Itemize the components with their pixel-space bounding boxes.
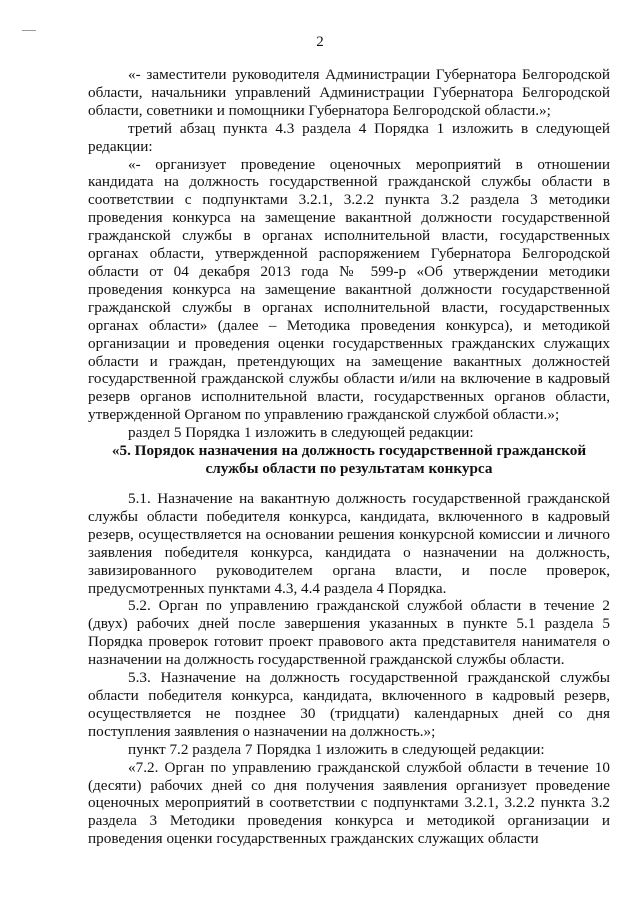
paragraph-quote-deputies: «- заместители руководителя Администрации Губернатора Белгородской области, начальники управлений Администрации Губернатора Белгородской области, советники и помощники Губернатора Белгородской области.»; [88, 66, 610, 119]
paragraph-amend-4-3: третий абзац пункта 4.3 раздела 4 Порядка 1 изложить в следующей редакции: [88, 119, 610, 155]
paragraph-quote-organizes: «- организует проведение оценочных мероприятий в отношении кандидата на должность государственной гражданской службы области в соответствии с подпунктами 3.2.1, 3.2.2 пункта 3.2 раздела 3 методики проведения конкурса на замещение вакантной должности государственной гражданской службы в органах исполнительной власти, государственных органах области, утвержденной распоряжением Губернатора Белгородской области от 04 декабря 2013 года № 599-р «Об утверждении методики проведения конкурса на замещение вакантной должности государственной гражданской службы в органах исполнительной власти, государственных органах области» (далее – Методика проведения конкурса), и методикой организации и проведения оценки государственных гражданских служащих области и граждан, претендующих на замещение вакантных должностей государственной гражданской службы области и/или на включение в кадровый резерв органов исполнительной власти, государственных органов области, утвержденной Органом по управлению гражданской службой области.»; [88, 155, 610, 424]
section-5-heading: «5. Порядок назначения на должность государственной гражданской службы области по результатам конкурса [111, 442, 587, 478]
paragraph-amend-section-5: раздел 5 Порядка 1 изложить в следующей редакции: [128, 424, 474, 442]
paragraph-7-2: «7.2. Орган по управлению гражданской службой области в течение 10 (десяти) рабочих дней со дня получения заявления организует проведение оценочных мероприятий в соответствии с подпунктами 3.2.1, 3.2.2 пункта 3.2 раздела 3 Методики проведения конкурса и методикой организации и проведения оценки государственных гражданских служащих области [88, 758, 610, 848]
paragraph-amend-7-2: пункт 7.2 раздела 7 Порядка 1 изложить в следующей редакции: [128, 740, 545, 758]
paragraph-5-2: 5.2. Орган по управлению гражданской службой области в течение 2 (двух) рабочих дней после завершения указанных в пункте 5.1 раздела 5 Порядка проверок готовит проект правового акта представителя нанимателя о назначении на должность государственной гражданской службы области. [88, 597, 610, 669]
document-body [88, 66, 610, 848]
paragraph-5-3: 5.3. Назначение на должность государственной гражданской службы области победителя конкурса, кандидата, включенного в кадровый резерв, осуществляется не позднее 30 (тридцати) календарных дней со дня поступления заявления о назначении на должность.»; [88, 669, 610, 740]
page-number: 2 [316, 34, 324, 50]
paragraph-5-1: 5.1. Назначение на вакантную должность государственной гражданской службы области победителя конкурса, кандидата, включенного в кадровый резерв, осуществляется на основании решения конкурсной комиссии и личного заявления победителя конкурса, кандидата о назначении на должность, завизированного руководителем органа власти, и после проверок, предусмотренных пунктами 4.3, 4.4 раздела 4 Порядка. [88, 490, 610, 597]
scan-mark [22, 30, 36, 31]
